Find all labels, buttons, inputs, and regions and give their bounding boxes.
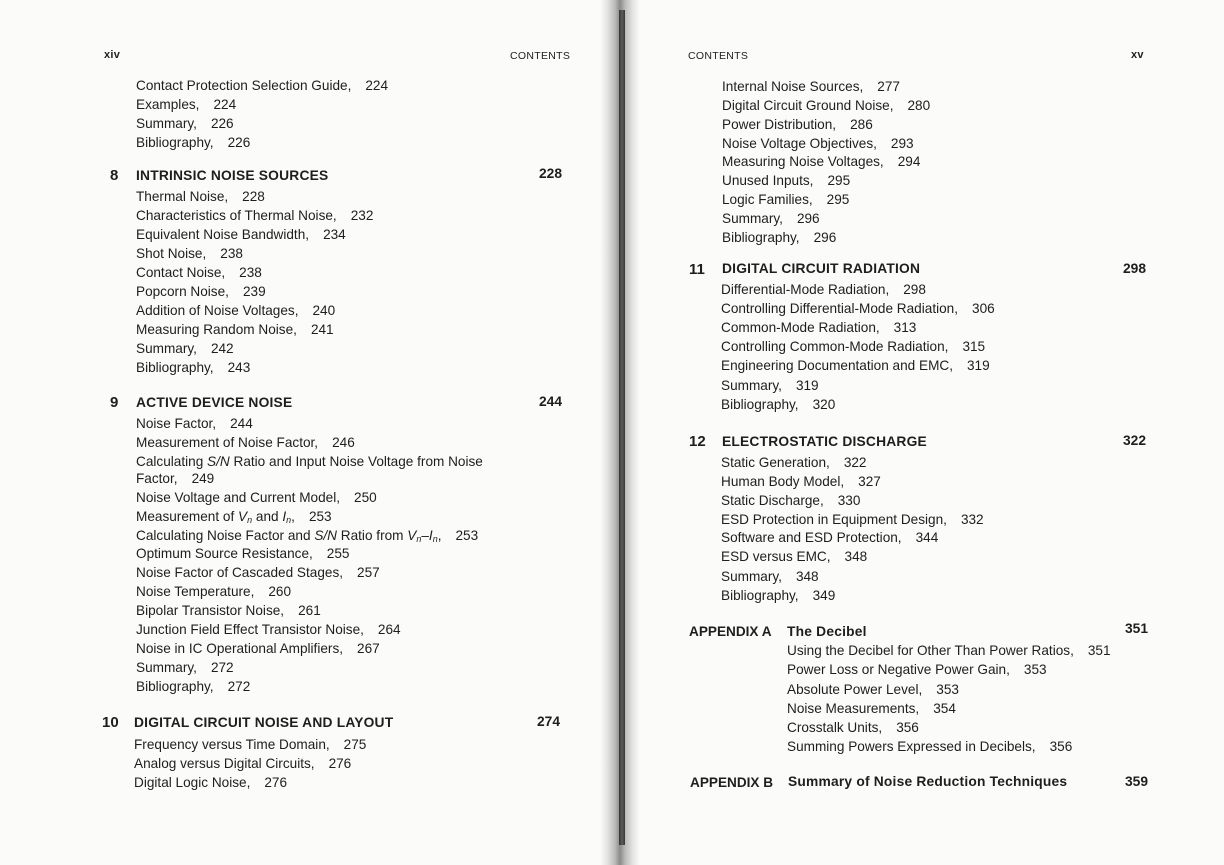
chapter-page: 322 <box>1123 433 1147 448</box>
toc-entry: Power Distribution, 286 <box>722 117 873 132</box>
toc-entry: Calculating Noise Factor and S/N Ratio from $V_n-I_n$, 253 <box>136 528 479 544</box>
chapter-number: 11 <box>689 261 705 278</box>
toc-entry: Bibliography, 226 <box>136 135 251 150</box>
toc-entry: Digital Circuit Ground Noise, 280 <box>722 98 931 113</box>
toc-entry: Internal Noise Sources, 277 <box>722 79 900 94</box>
toc-entry: Analog versus Digital Circuits, 276 <box>134 756 352 771</box>
toc-entry: Summary, 319 <box>721 378 819 393</box>
toc-entry: Shot Noise, 238 <box>136 246 243 261</box>
toc-entry: Summary, 272 <box>136 660 234 675</box>
appendix-label: APPENDIX B <box>690 775 774 790</box>
right-running-head: CONTENTS <box>688 50 749 62</box>
chapter-title: INTRINSIC NOISE SOURCES <box>136 168 329 183</box>
toc-entry: Noise Voltage and Current Model, 250 <box>136 490 377 505</box>
toc-entry: Contact Protection Selection Guide, 224 <box>136 78 389 93</box>
toc-entry: Frequency versus Time Domain, 275 <box>134 737 367 752</box>
chapter-number: 8 <box>110 167 119 184</box>
toc-entry: Examples, 224 <box>136 97 237 112</box>
toc-entry: Addition of Noise Voltages, 240 <box>136 303 336 318</box>
toc-entry: Common-Mode Radiation, 313 <box>721 320 917 335</box>
toc-entry: Controlling Differential-Mode Radiation, 306 <box>721 301 995 316</box>
chapter-title: DIGITAL CIRCUIT NOISE AND LAYOUT <box>134 715 394 730</box>
toc-entry-continued: Factor, 249 <box>136 471 215 486</box>
chapter-title: ACTIVE DEVICE NOISE <box>136 395 293 410</box>
toc-entry: Optimum Source Resistance, 255 <box>136 546 350 561</box>
toc-entry: Power Loss or Negative Power Gain, 353 <box>787 662 1047 677</box>
toc-entry: Noise Factor, 244 <box>136 416 253 431</box>
toc-entry: Thermal Noise, 228 <box>136 189 265 204</box>
chapter-number: 10 <box>102 714 119 731</box>
toc-entry: Using the Decibel for Other Than Power Ratios, 351 <box>787 643 1111 658</box>
toc-entry: Unused Inputs, 295 <box>722 173 851 188</box>
left-page <box>0 0 606 865</box>
toc-entry: Digital Logic Noise, 276 <box>134 775 288 790</box>
chapter-page: 274 <box>537 714 561 729</box>
toc-entry: Contact Noise, 238 <box>136 265 262 280</box>
toc-entry: Summing Powers Expressed in Decibels, 356 <box>787 739 1073 754</box>
toc-entry: Equivalent Noise Bandwidth, 234 <box>136 227 346 242</box>
toc-entry: Summary, 242 <box>136 341 234 356</box>
toc-entry: Bibliography, 296 <box>722 230 837 245</box>
appendix-title: Summary of Noise Reduction Techniques <box>788 774 1068 789</box>
toc-entry: Noise Temperature, 260 <box>136 584 292 599</box>
chapter-number: 12 <box>689 433 706 450</box>
toc-entry: Characteristics of Thermal Noise, 232 <box>136 208 374 223</box>
toc-entry: Popcorn Noise, 239 <box>136 284 266 299</box>
toc-entry: Static Discharge, 330 <box>721 493 861 508</box>
toc-entry: Measurement of Noise Factor, 246 <box>136 435 355 450</box>
appendix-label: APPENDIX A <box>689 624 772 639</box>
toc-entry: Summary, 226 <box>136 116 234 131</box>
toc-entry: Differential-Mode Radiation, 298 <box>721 282 926 297</box>
toc-entry: Bipolar Transistor Noise, 261 <box>136 603 321 618</box>
toc-entry: Noise in IC Operational Amplifiers, 267 <box>136 641 380 656</box>
chapter-title: ELECTROSTATIC DISCHARGE <box>722 434 927 449</box>
toc-entry: Calculating S/N Ratio and Input Noise Voltage from Noise <box>136 454 483 469</box>
left-page-number: xiv <box>104 49 121 61</box>
toc-entry: ESD versus EMC, 348 <box>721 549 868 564</box>
toc-entry: Engineering Documentation and EMC, 319 <box>721 358 990 373</box>
toc-entry: Measurement of $V_n$ and $I_n$, 253 <box>136 509 332 525</box>
toc-entry: Controlling Common-Mode Radiation, 315 <box>721 339 986 354</box>
toc-entry: Measuring Random Noise, 241 <box>136 322 334 337</box>
toc-entry: Noise Factor of Cascaded Stages, 257 <box>136 565 380 580</box>
toc-entry: Software and ESD Protection, 344 <box>721 530 939 545</box>
toc-entry: Bibliography, 272 <box>136 679 251 694</box>
appendix-title: The Decibel <box>787 624 867 639</box>
appendix-page: 351 <box>1125 621 1149 636</box>
book-spine <box>619 10 625 845</box>
toc-entry: Crosstalk Units, 356 <box>787 720 919 735</box>
toc-entry: Noise Measurements, 354 <box>787 701 956 716</box>
toc-entry: Bibliography, 349 <box>721 588 836 603</box>
toc-entry: Bibliography, 320 <box>721 397 836 412</box>
toc-entry: Summary, 296 <box>722 211 820 226</box>
chapter-page: 244 <box>539 394 563 409</box>
chapter-page: 298 <box>1123 261 1147 276</box>
toc-entry: Noise Voltage Objectives, 293 <box>722 136 914 151</box>
toc-entry: Summary, 348 <box>721 569 819 584</box>
appendix-page: 359 <box>1125 774 1149 789</box>
toc-entry: Human Body Model, 327 <box>721 474 881 489</box>
chapter-title: DIGITAL CIRCUIT RADIATION <box>722 261 921 276</box>
toc-entry: ESD Protection in Equipment Design, 332 <box>721 512 984 527</box>
toc-entry: Absolute Power Level, 353 <box>787 682 959 697</box>
toc-entry: Static Generation, 322 <box>721 455 867 470</box>
chapter-number: 9 <box>110 394 119 411</box>
toc-entry: Measuring Noise Voltages, 294 <box>722 154 921 169</box>
toc-entry: Logic Families, 295 <box>722 192 850 207</box>
right-page-number: xv <box>1131 49 1144 61</box>
toc-entry: Bibliography, 243 <box>136 360 251 375</box>
left-running-head: CONTENTS <box>510 50 571 62</box>
toc-entry: Junction Field Effect Transistor Noise, 264 <box>136 622 401 637</box>
chapter-page: 228 <box>539 166 563 181</box>
